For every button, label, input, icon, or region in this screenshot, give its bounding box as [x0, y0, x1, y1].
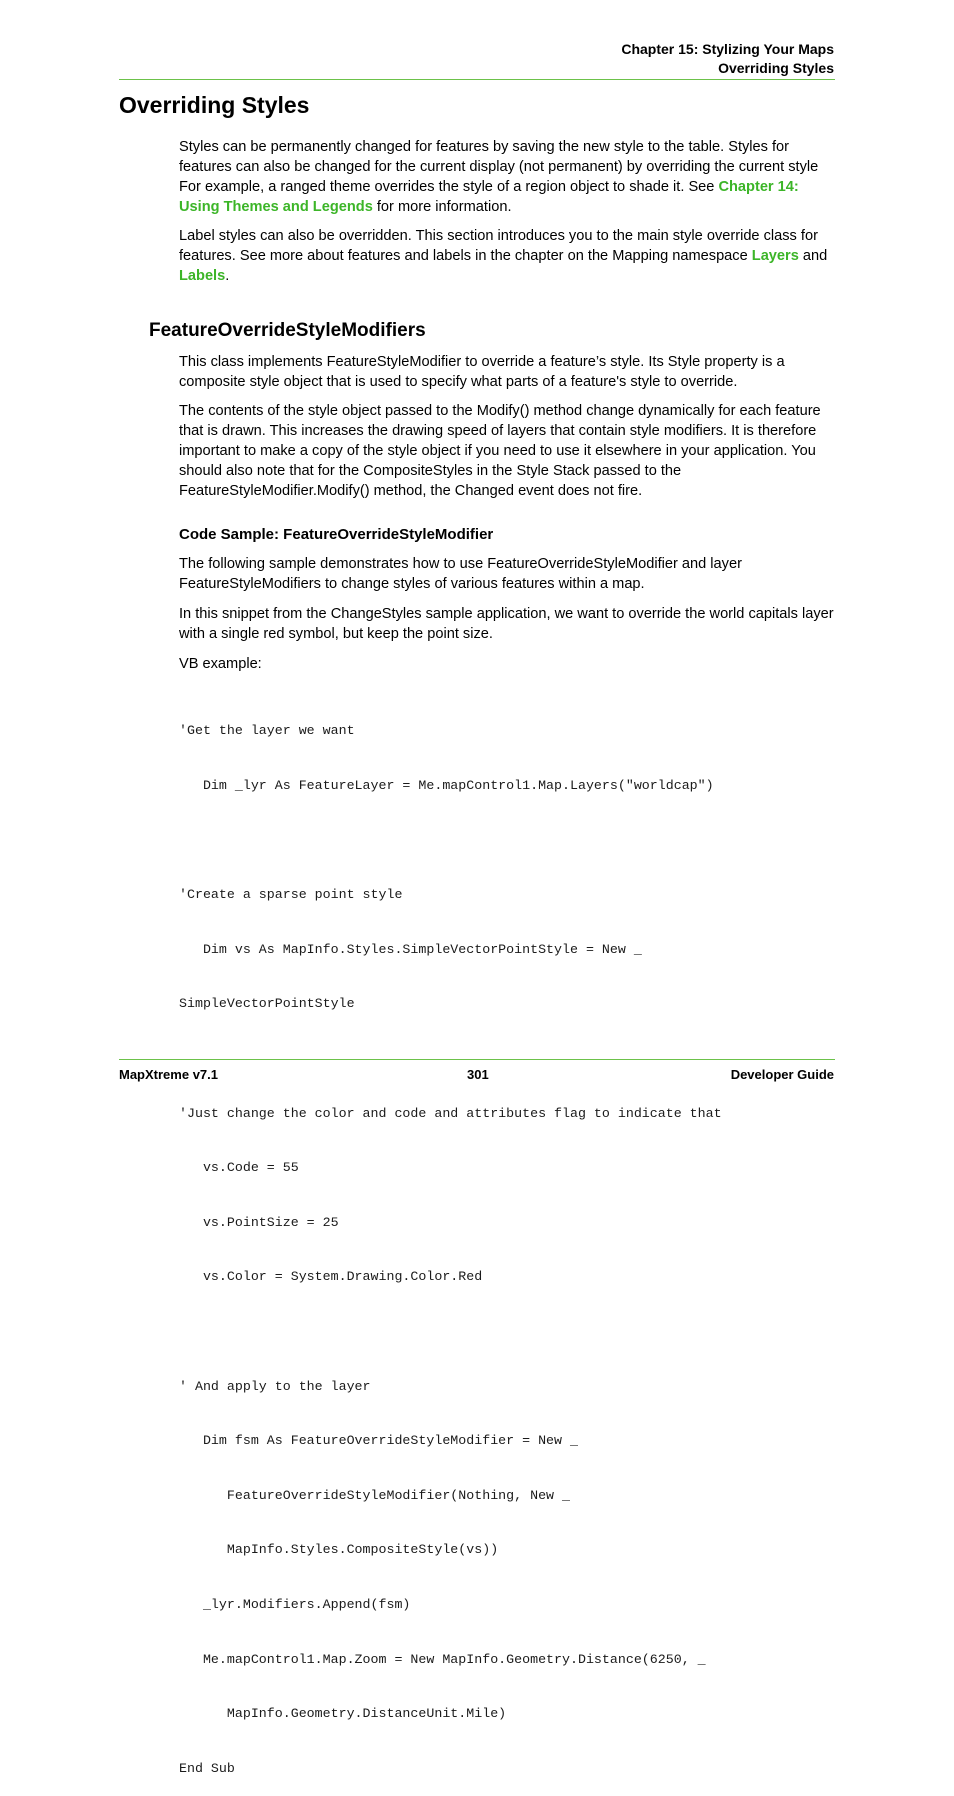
header-rule — [119, 79, 835, 80]
code-line: vs.Color = System.Drawing.Color.Red — [179, 1269, 483, 1285]
code-line: MapInfo.Geometry.DistanceUnit.Mile) — [179, 1706, 507, 1722]
vb-example-label: VB example: — [179, 656, 262, 672]
subsection-paragraph-1: The following sample demonstrates how to use FeatureOverrideStyleModifier and layer FeatureStyleModifiers to change styles of various features within a map. — [179, 556, 742, 592]
intro-paragraph-1 — [179, 137, 839, 217]
intro-p2-text-end: . — [225, 268, 230, 284]
chapter-14-link[interactable]: Chapter 14: Using Themes and Legends — [179, 179, 799, 215]
page-number: 301 — [467, 1067, 489, 1082]
code-line: 'Get the layer we want — [179, 723, 355, 739]
section-paragraph-2: The contents of the style object passed to the Modify() method change dynamically for each feature that is drawn. This increases the drawing speed of layers that contain style modifiers. It is therefore important to make a copy of the style object if you need to use it elsewhere in your application. You should also note that for the CompositeStyles in the Style Stack passed to the FeatureStyleModifier.Modify() method, the Changed event does not fire. — [179, 403, 821, 499]
code-line: vs.Code = 55 — [179, 1160, 299, 1176]
header-section: Overriding Styles — [718, 60, 834, 76]
code-line: End Sub — [179, 1760, 235, 1776]
intro-p1-text-b: for more information. — [372, 199, 512, 215]
subsection-heading: Code Sample: FeatureOverrideStyleModifier — [179, 526, 494, 543]
footer-product: MapXtreme v7.1 — [119, 1067, 218, 1082]
code-line: Dim _lyr As FeatureLayer = Me.mapControl1.Map.Layers("worldcap") — [179, 778, 714, 793]
running-header — [621, 40, 834, 78]
intro-p1-text-a: Styles can be permanently changed for features by saving the new style to the table. Styles for features can also be changed for the current display (not permanent) by overriding the current style For example, a ranged theme overrides the style of a region object to shade it. See — [179, 139, 819, 195]
code-line: Dim vs As MapInfo.Styles.SimpleVectorPointStyle = New _ — [179, 941, 642, 957]
code-line — [179, 1323, 722, 1341]
code-line: _lyr.Modifiers.Append(fsm) — [179, 1596, 411, 1612]
code-line: SimpleVectorPointStyle — [179, 996, 355, 1012]
code-line: ' And apply to the layer — [179, 1378, 371, 1394]
code-line: FeatureOverrideStyleModifier(Nothing, New _ — [179, 1487, 570, 1503]
page-title: Overriding Styles — [119, 92, 310, 118]
layers-link[interactable]: Layers — [751, 248, 799, 264]
intro-paragraph-2 — [179, 226, 839, 286]
code-line: Me.mapControl1.Map.Zoom = New MapInfo.Geometry.Distance(6250, _ — [179, 1651, 706, 1667]
intro-p2-text-a: Label styles can also be overridden. This section introduces you to the main style override class for features. See more about features and labels in the chapter on the Mapping namespace — [179, 228, 818, 264]
code-line: 'Create a sparse point style — [179, 887, 403, 903]
code-line: MapInfo.Styles.CompositeStyle(vs)) — [179, 1542, 499, 1558]
code-line — [179, 832, 722, 850]
code-line: vs.PointSize = 25 — [179, 1214, 339, 1230]
footer-rule — [119, 1059, 835, 1060]
footer-guide: Developer Guide — [730, 1067, 834, 1082]
header-chapter: Chapter 15: Stylizing Your Maps — [621, 41, 834, 57]
subsection-paragraph-2: In this snippet from the ChangeStyles sample application, we want to override the world capitals layer with a single red symbol, but keep the point size. — [179, 606, 834, 642]
intro-p2-text-mid: and — [798, 248, 828, 264]
labels-link[interactable]: Labels — [179, 268, 226, 284]
code-line: Dim fsm As FeatureOverrideStyleModifier = New _ — [179, 1433, 578, 1449]
section-heading: FeatureOverrideStyleModifiers — [149, 320, 426, 341]
code-line: 'Just change the color and code and attributes flag to indicate that — [179, 1105, 722, 1121]
code-block — [179, 686, 722, 1796]
section-paragraph-1: This class implements FeatureStyleModifier to override a feature’s style. Its Style property is a composite style object that is used to specify what parts of a feature's style to override. — [179, 354, 785, 390]
